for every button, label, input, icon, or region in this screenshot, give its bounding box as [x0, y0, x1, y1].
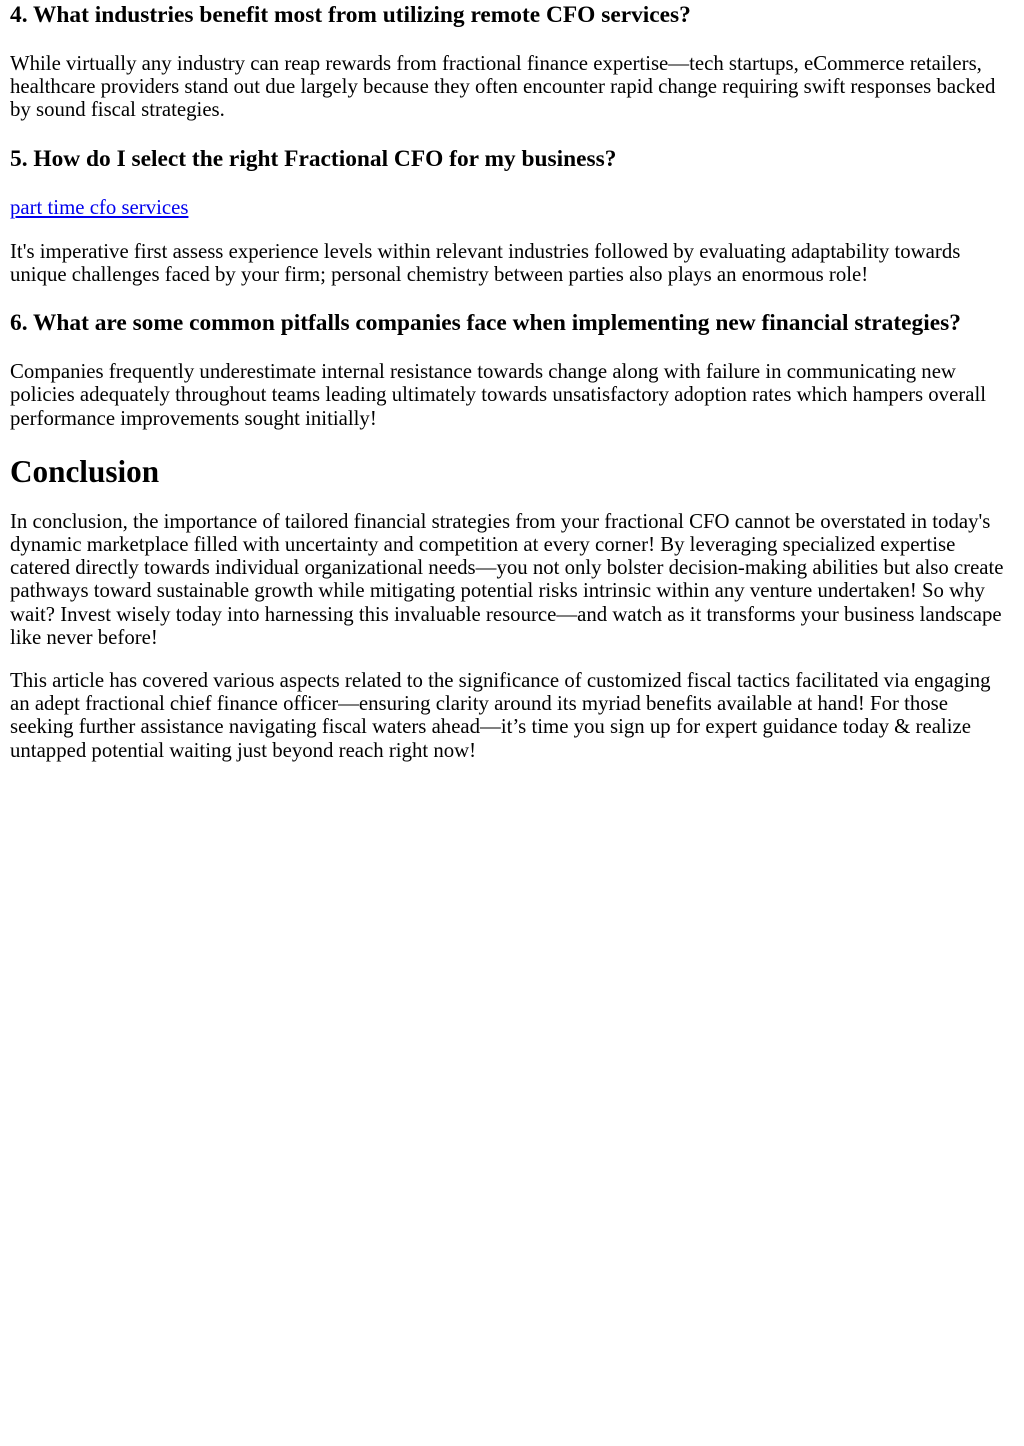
faq-link-paragraph [10, 196, 1014, 219]
faq-heading-q6: 6. What are some common pitfalls companies face when implementing new financial strategies? [10, 310, 961, 337]
part-time-cfo-services-link[interactable]: part time cfo services [10, 195, 189, 219]
conclusion-paragraph-1: In conclusion, the importance of tailored financial strategies from your fractional CFO cannot be overstated in today's dynamic marketplace filled with uncertainty and competition at every corner! By leveraging specialized expertise catered directly towards individual organizational needs—you not only bolster decision-making abilities but also create pathways toward sustainable growth while mitigating potential risks intrinsic within any venture undertaken! So why wait? Invest wisely today into harnessing this invaluable resource—and watch as it transforms your business landscape like never before! [10, 509, 1004, 649]
faq-answer-q5: It's imperative first assess experience levels within relevant industries followed by evaluating adaptability towards unique challenges faced by your firm; personal chemistry between parties also plays an enormous role! [10, 239, 961, 287]
faq-answer-q6: Companies frequently underestimate internal resistance towards change along with failure in communicating new policies adequately throughout teams leading ultimately towards unsatisfactory adoption rates which hampers overall performance improvements sought initially! [10, 360, 987, 430]
conclusion-heading: Conclusion [10, 453, 160, 489]
faq-answer-q4: While virtually any industry can reap rewards from fractional finance expertise—tech startups, eCommerce retailers, healthcare providers stand out due largely because they often encounter rapid change requiring swift responses backed by sound fiscal strategies. [10, 52, 996, 122]
conclusion-paragraph-2: This article has covered various aspects related to the significance of customized fiscal tactics facilitated via engaging an adept fractional chief finance officer—ensuring clarity around its myriad benefits available at hand! For those seeking further assistance navigating fiscal waters ahead—it’s time you sign up for expert guidance today & realize untapped potential waiting just beyond reach right now! [10, 669, 991, 762]
faq-heading-q5: 5. How do I select the right Fractional CFO for my business? [10, 145, 617, 172]
faq-heading-q4: 4. What industries benefit most from utilizing remote CFO services? [10, 2, 691, 28]
